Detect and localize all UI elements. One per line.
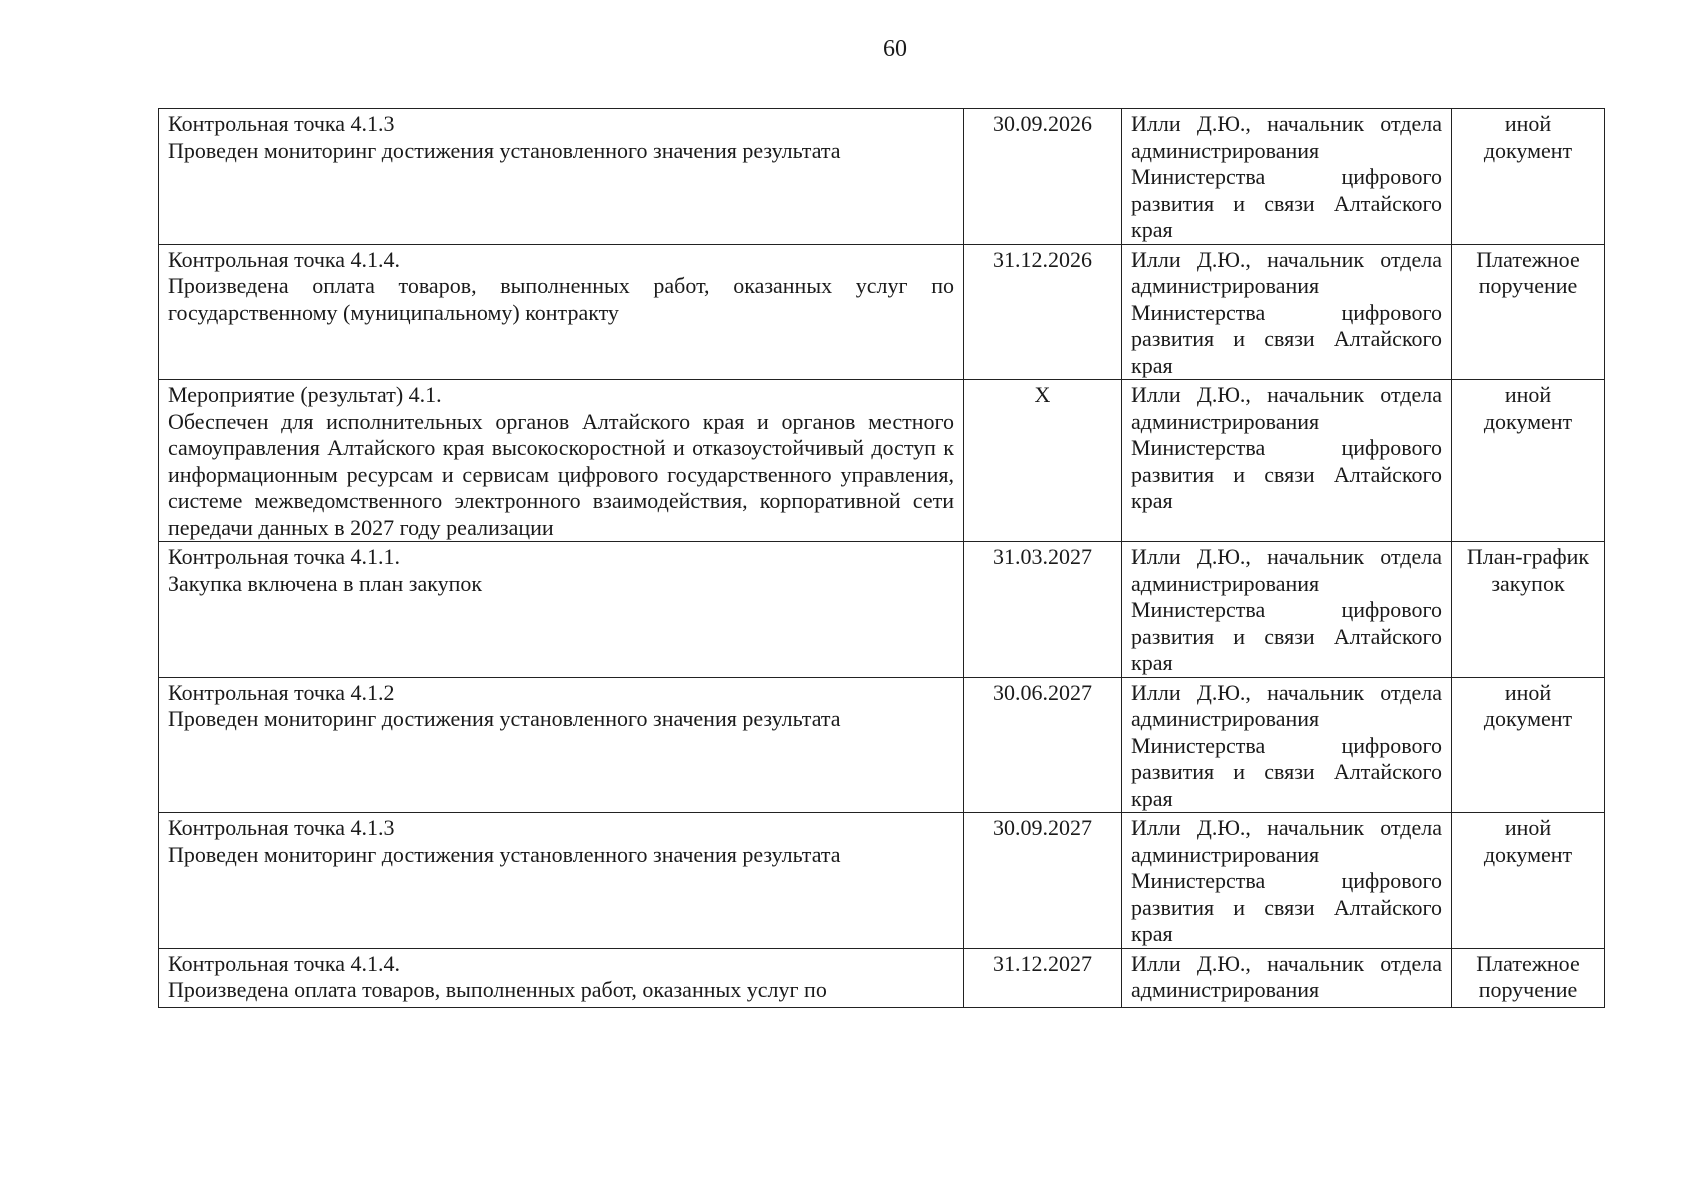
document-type-cell: иной документ <box>1452 813 1605 949</box>
description-cell <box>159 380 964 542</box>
responsible-cell: Илли Д.Ю., начальник отдела администрирования Министерства цифрового развития и связи Алтайского края <box>1122 677 1452 813</box>
document-type-cell: иной документ <box>1452 380 1605 542</box>
row-text: Проведен мониторинг достижения установленного значения результата <box>168 137 841 163</box>
document-type-cell: Платежное поручение <box>1452 948 1605 1007</box>
table-row <box>159 677 1605 813</box>
responsible-cell: Илли Д.Ю., начальник отдела администрирования Министерства цифрового развития и связи Алтайского края <box>1122 244 1452 380</box>
responsible-cell: Илли Д.Ю., начальник отдела администрирования Министерства цифрового развития и связи Алтайского края <box>1122 813 1452 949</box>
row-text: Произведена оплата товаров, выполненных работ, оказанных услуг по государственному (муниципальному) контракту <box>168 273 954 325</box>
document-type-cell: иной документ <box>1452 677 1605 813</box>
description-cell <box>159 813 964 949</box>
date-cell: 30.09.2026 <box>964 109 1122 245</box>
date-cell: 31.03.2027 <box>964 542 1122 678</box>
table-row <box>159 109 1605 245</box>
row-text: Произведена оплата товаров, выполненных работ, оказанных услуг по <box>168 977 827 1002</box>
description-cell <box>159 244 964 380</box>
responsible-cell: Илли Д.Ю., начальник отдела администрирования <box>1122 948 1452 1007</box>
description-cell <box>159 948 964 1007</box>
description-cell <box>159 677 964 813</box>
document-type-cell: Платежное поручение <box>1452 244 1605 380</box>
description-cell <box>159 542 964 678</box>
row-title: Контрольная точка 4.1.3 <box>168 815 395 840</box>
row-title: Контрольная точка 4.1.2 <box>168 679 395 705</box>
control-points-table <box>158 108 1605 1008</box>
date-cell: Х <box>964 380 1122 542</box>
table-row <box>159 244 1605 380</box>
responsible-cell: Илли Д.Ю., начальник отдела администрирования Министерства цифрового развития и связи Алтайского края <box>1122 542 1452 678</box>
description-cell <box>159 109 964 245</box>
responsible-cell: Илли Д.Ю., начальник отдела администрирования Министерства цифрового развития и связи Алтайского края <box>1122 109 1452 245</box>
row-text: Проведен мониторинг достижения установленного значения результата <box>168 841 841 867</box>
date-cell: 30.09.2027 <box>964 813 1122 949</box>
date-cell: 31.12.2027 <box>964 948 1122 1007</box>
page-number: 60 <box>883 36 907 62</box>
table-row <box>159 948 1605 1007</box>
row-title: Контрольная точка 4.1.4. <box>168 246 401 272</box>
table-row <box>159 380 1605 542</box>
document-type-cell: иной документ <box>1452 109 1605 245</box>
table-row <box>159 542 1605 678</box>
date-cell: 30.06.2027 <box>964 677 1122 813</box>
row-text: Проведен мониторинг достижения установленного значения результата <box>168 706 841 731</box>
document-type-cell: План-график закупок <box>1452 542 1605 678</box>
row-text: Закупка включена в план закупок <box>168 570 483 596</box>
row-title: Контрольная точка 4.1.1. <box>168 544 401 569</box>
row-title: Контрольная точка 4.1.4. <box>168 950 401 976</box>
row-text: Обеспечен для исполнительных органов Алтайского края и органов местного самоуправления Алтайского края высокоскоростной и отказоустойчивый доступ к информационным ресурсам и сервисам цифрового государственного управления, системе межведомственного электронного взаимодействия, корпоративной сети передачи данных в 2027 году реализации <box>168 408 954 540</box>
row-title: Контрольная точка 4.1.3 <box>168 111 395 136</box>
date-cell: 31.12.2026 <box>964 244 1122 380</box>
row-title: Мероприятие (результат) 4.1. <box>168 382 442 407</box>
responsible-cell: Илли Д.Ю., начальник отдела администрирования Министерства цифрового развития и связи Алтайского края <box>1122 380 1452 542</box>
table-row <box>159 813 1605 949</box>
